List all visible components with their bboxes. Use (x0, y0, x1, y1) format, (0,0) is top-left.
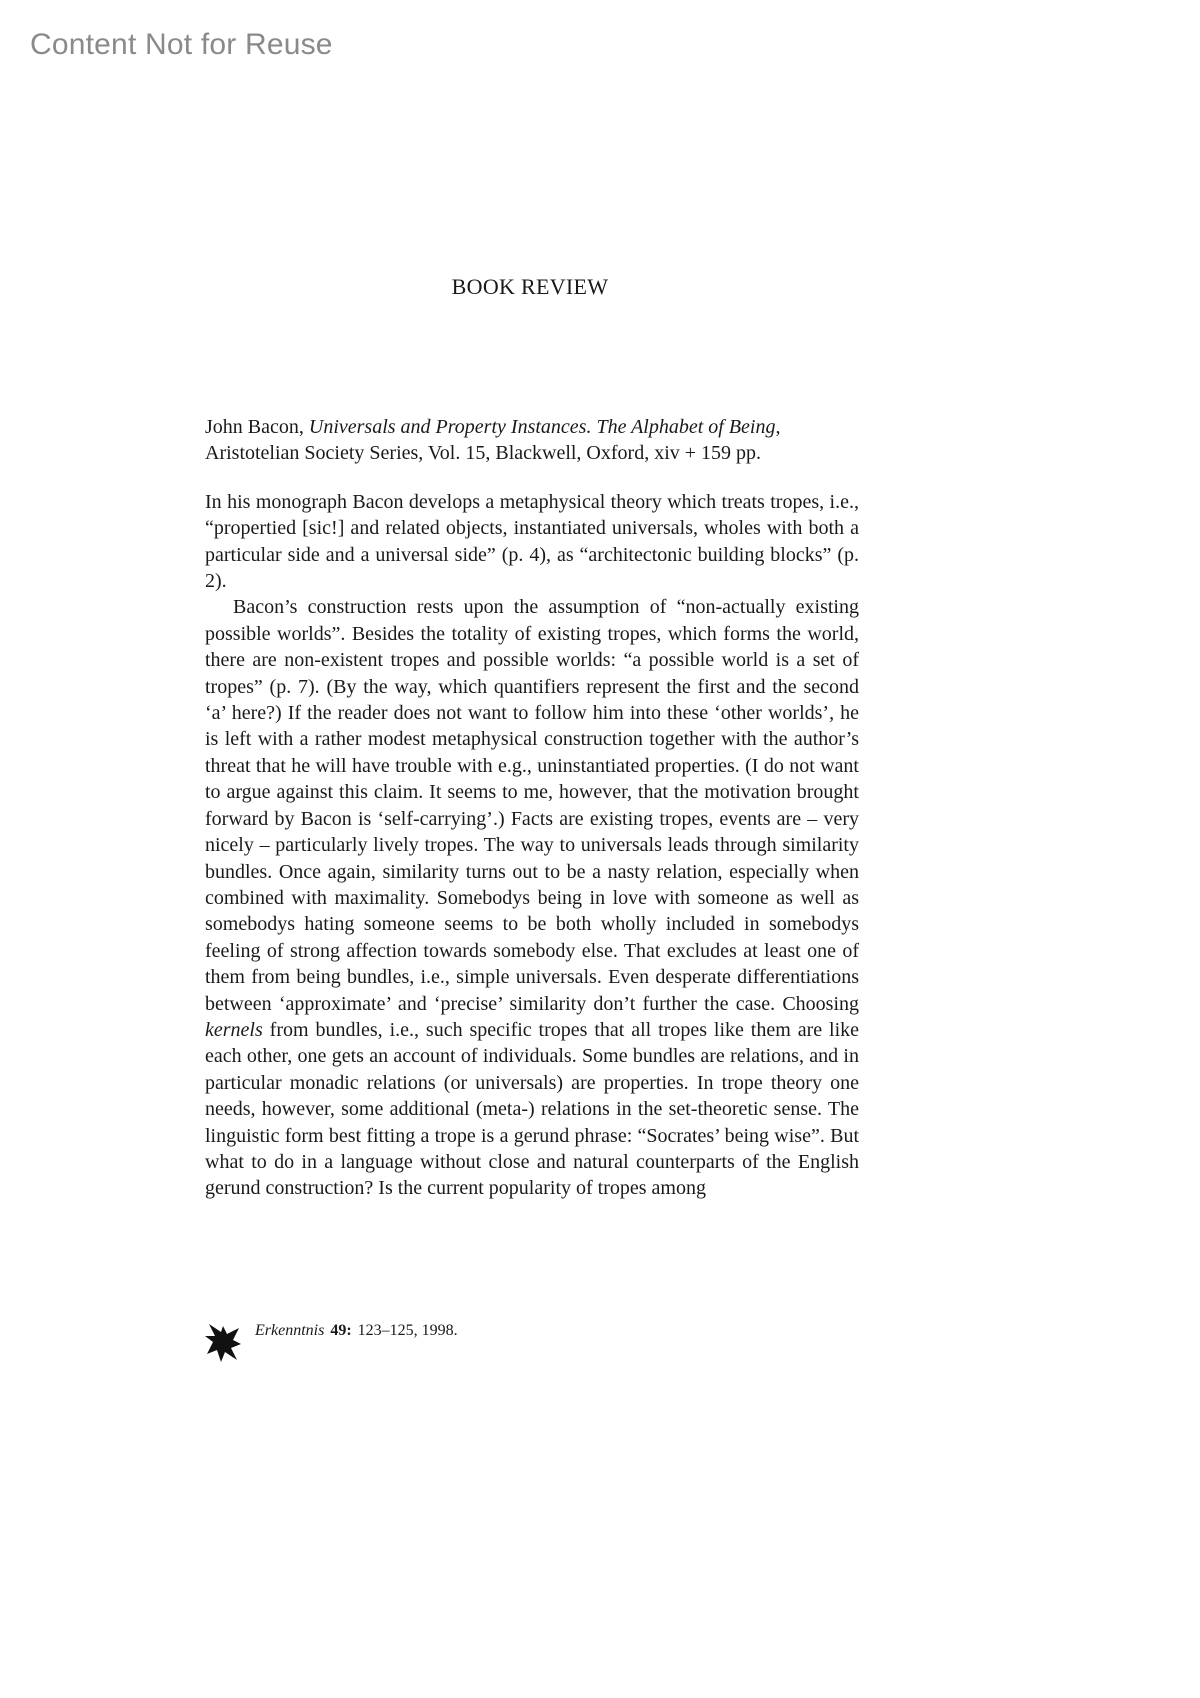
citation-title: Universals and Property Instances. The Alphabet of Being (308, 416, 776, 438)
citation-author: John Bacon, (205, 416, 304, 438)
journal-reference (255, 1318, 458, 1342)
watermark: Content Not for Reuse (30, 28, 333, 61)
paragraph-1: In his monograph Bacon develops a metaphysical theory which treats tropes, i.e., “propertied [sic!] and related objects, instantiated universals, wholes with both a particular side and a universal side” (p. 4), as “architectonic building blocks” (p. 2). (205, 490, 859, 593)
journal-name: Erkenntnis (255, 1322, 325, 1339)
paragraph-2-part-2: from bundles, i.e., such specific tropes that all tropes like them are like each other, one gets an account of individuals. Some bundles are relations, and in particular monadic relations (or universals) are properties. In trope theory one needs, however, some additional (meta-) relations in the set-theoretic sense. The linguistic form best fitting a trope is a gerund phrase: “Socrates’ being wise”. But what to do in a language without close and natural counterparts of the English gerund construction? Is the current popularity of tropes among (205, 1018, 859, 1200)
springer-chess-knight-logo-icon (205, 1322, 243, 1364)
paragraph-2-part-1: Bacon’s construction rests upon the assumption of “non-actually existing possible worlds”. Besides the totality of existing tropes, which forms the world, there are non-existent tropes and possible worlds: “a possible world is a set of tropes” (p. 7). (By the way, which quantifiers represent the first and the second ‘a’ here?) If the reader does not want to follow him into these ‘other worlds’, he is left with a rather modest metaphysical construction together with the author’s threat that he will have trouble with e.g., uninstantiated properties. (I do not want to argue against this claim. It seems to me, however, that the motivation brought forward by Bacon is ‘self-carrying’.) Facts are existing tropes, events are – very nicely – particularly lively tropes. The way to universals leads through similarity bundles. Once again, similarity turns out to be a nasty relation, especially when combined with maximality. Somebodys being in love with someone as well as somebodys hating someone seems to be both wholly included in somebodys feeling of strong affection towards somebody else. That excludes at least one of them from being bundles, i.e., simple universals. Even desperate differentiations between ‘approximate’ and ‘precise’ similarity don’t further the case. Choosing (205, 596, 859, 1015)
page-footer (205, 1318, 458, 1362)
paragraph-2 (205, 594, 859, 1201)
page-title: BOOK REVIEW (451, 274, 609, 299)
citation-publication: Aristotelian Society Series, Vol. 15, Blackwell, Oxford, xiv + 159 pp. (205, 442, 762, 465)
paragraph-2-italic-term: kernels (205, 1018, 263, 1041)
review-body (205, 414, 859, 1202)
journal-pages: 123–125, 1998. (357, 1322, 458, 1339)
book-citation: John Bacon, Universals and Property Instances. The Alphabet of Being, Aristotelian Society Series, Vol. 15, Blackwell, Oxford, xiv + 159 pp. (205, 416, 781, 465)
journal-volume: 49: (330, 1322, 352, 1339)
